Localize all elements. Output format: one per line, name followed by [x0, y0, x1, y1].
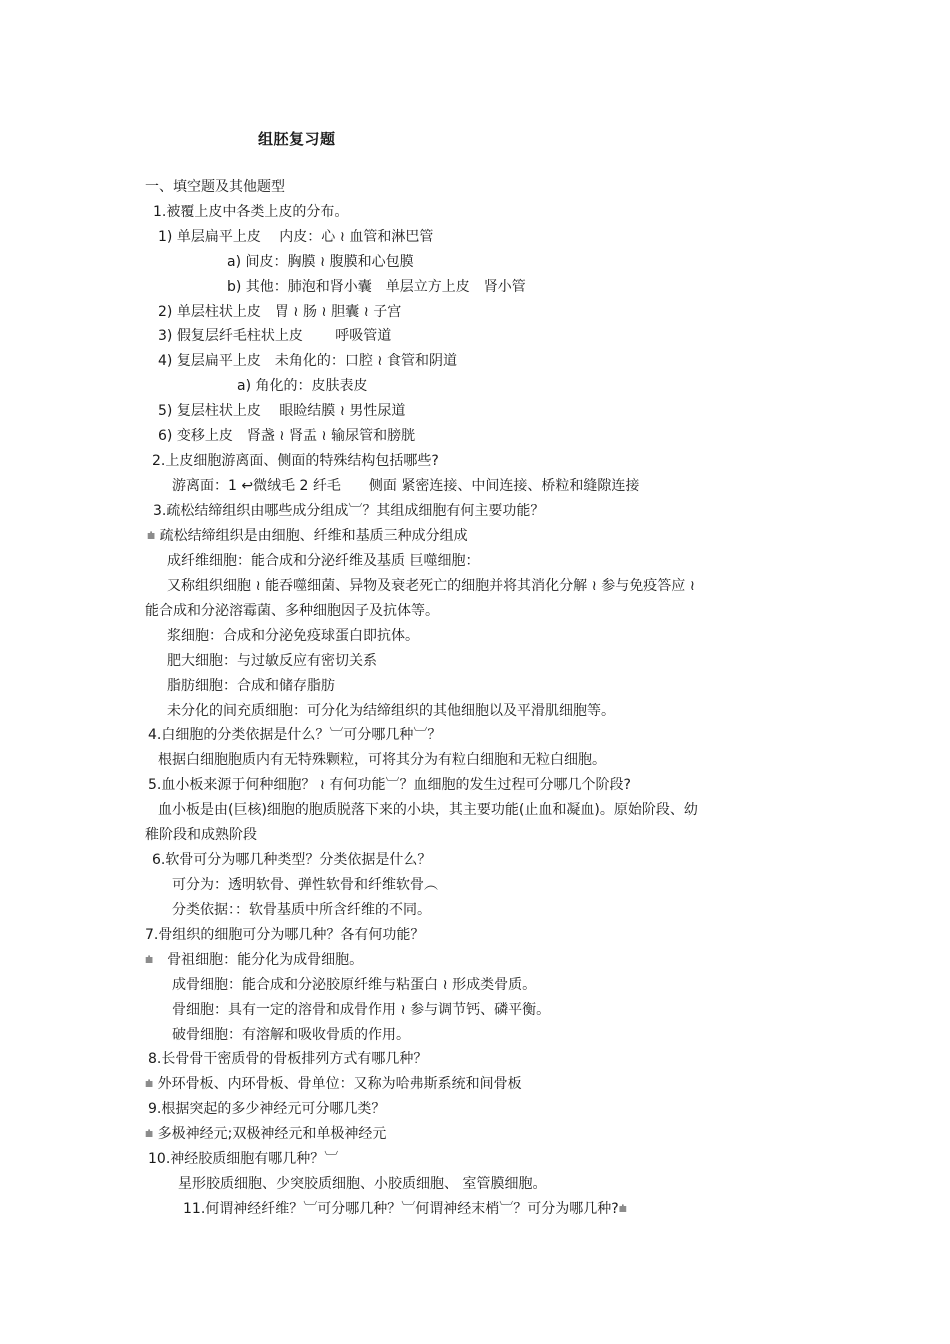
answer-line: 5) 复层柱状上皮 眼睑结膜 ≀ 男性尿道: [158, 403, 406, 419]
answer-line: ⩧ 骨祖细胞：能分化为成骨细胞。: [145, 952, 364, 968]
question-7: 7.骨组织的细胞可分为哪几种？各有何功能？: [145, 927, 425, 943]
answer-line: b) 其他：肺泡和肾小囊 单层立方上皮 肾小管: [227, 279, 526, 295]
answer-line: 可分为：透明软骨、弹性软骨和纤维软骨︵: [172, 877, 438, 893]
answer-line: 能合成和分泌溶霉菌、多种细胞因子及抗体等。: [145, 603, 439, 619]
answer-line: 1) 单层扁平上皮 内皮：心 ≀ 血管和淋巴管: [158, 229, 434, 245]
question-11: 11.何谓神经纤维？︺可分哪几种？︺何谓神经末梢︺？可分为哪几种?⩧: [183, 1201, 627, 1217]
answer-line: 游离面：1 ↩微绒毛 2 纤毛 侧面 紧密连接、中间连接、桥粒和缝隙连接: [172, 478, 640, 494]
answer-line: 又称组织细胞 ≀ 能吞噬细菌、异物及衰老死亡的细胞并将其消化分解 ≀ 参与免疫答应 ≀: [167, 578, 695, 594]
answer-line: 成骨细胞：能合成和分泌胶原纤维与粘蛋白 ≀ 形成类骨质。: [172, 977, 537, 993]
question-1: 1.被覆上皮中各类上皮的分布。: [153, 204, 349, 220]
question-2: 2.上皮细胞游离面、侧面的特殊结构包括哪些?: [152, 453, 439, 469]
answer-line: 根据白细胞胞质内有无特殊颗粒，可将其分为有粒白细胞和无粒白细胞。: [158, 752, 606, 768]
question-5: 5.血小板来源于何种细胞？ ≀ 有何功能︺？血细胞的发生过程可分哪几个阶段?: [148, 777, 631, 793]
answer-line: 脂肪细胞：合成和储存脂肪: [167, 678, 335, 694]
answer-line: 血小板是由(巨核)细胞的胞质脱落下来的小块，其主要功能(止血和凝血)。原始阶段、幼: [158, 802, 698, 818]
answer-line: a) 角化的：皮肤表皮: [237, 378, 368, 394]
answer-line: 3) 假复层纤毛柱状上皮 呼吸管道: [158, 328, 392, 344]
answer-line: 6) 变移上皮 肾盏 ≀ 肾盂 ≀ 输尿管和膀胱: [158, 428, 416, 444]
section-heading: 一、填空题及其他题型: [145, 179, 285, 195]
answer-line: 2) 单层柱状上皮 胃 ≀ 肠 ≀ 胆囊 ≀ 子宫: [158, 304, 402, 320]
question-9: 9.根据突起的多少神经元可分哪几类？: [148, 1101, 386, 1117]
answer-line: 4) 复层扁平上皮 未角化的：口腔 ≀ 食管和阴道: [158, 353, 457, 369]
answer-line: ⩧ 多极神经元;双极神经元和单极神经元: [145, 1126, 387, 1142]
question-3: 3.疏松结缔组织由哪些成分组成︺？其组成细胞有何主要功能？: [153, 503, 545, 519]
answer-line: 未分化的间充质细胞：可分化为结缔组织的其他细胞以及平滑肌细胞等。: [167, 703, 615, 719]
question-8: 8.长骨骨干密质骨的骨板排列方式有哪几种？: [148, 1051, 428, 1067]
answer-line: 浆细胞：合成和分泌免疫球蛋白即抗体。: [167, 628, 419, 644]
answer-line: 骨细胞：具有一定的溶骨和成骨作用 ≀ 参与调节钙、磷平衡。: [172, 1002, 551, 1018]
document-title: 组胚复习题: [258, 130, 336, 148]
answer-line: 星形胶质细胞、少突胶质细胞、小胶质细胞、 室管膜细胞。: [178, 1176, 547, 1192]
answer-line: 破骨细胞：有溶解和吸收骨质的作用。: [172, 1027, 410, 1043]
answer-line: 稚阶段和成熟阶段: [145, 827, 257, 843]
answer-line: 成纤维细胞：能合成和分泌纤维及基质 巨噬细胞：: [167, 553, 480, 569]
answer-line: a) 间皮：胸膜 ≀ 腹膜和心包膜: [227, 254, 414, 270]
answer-line: ⩧ 外环骨板、内环骨板、骨单位：又称为哈弗斯系统和间骨板: [145, 1076, 522, 1092]
question-10: 10.神经胶质细胞有哪几种？︺: [148, 1151, 339, 1167]
answer-line: 肥大细胞：与过敏反应有密切关系: [167, 653, 377, 669]
answer-line: ⩧ 疏松结缔组织是由细胞、纤维和基质三种成分组成: [147, 528, 468, 544]
answer-line: 分类依据：：软骨基质中所含纤维的不同。: [172, 902, 431, 918]
question-6: 6.软骨可分为哪几种类型？分类依据是什么？: [152, 852, 432, 868]
question-4: 4.白细胞的分类依据是什么？︺可分哪几种︺？: [148, 727, 442, 743]
